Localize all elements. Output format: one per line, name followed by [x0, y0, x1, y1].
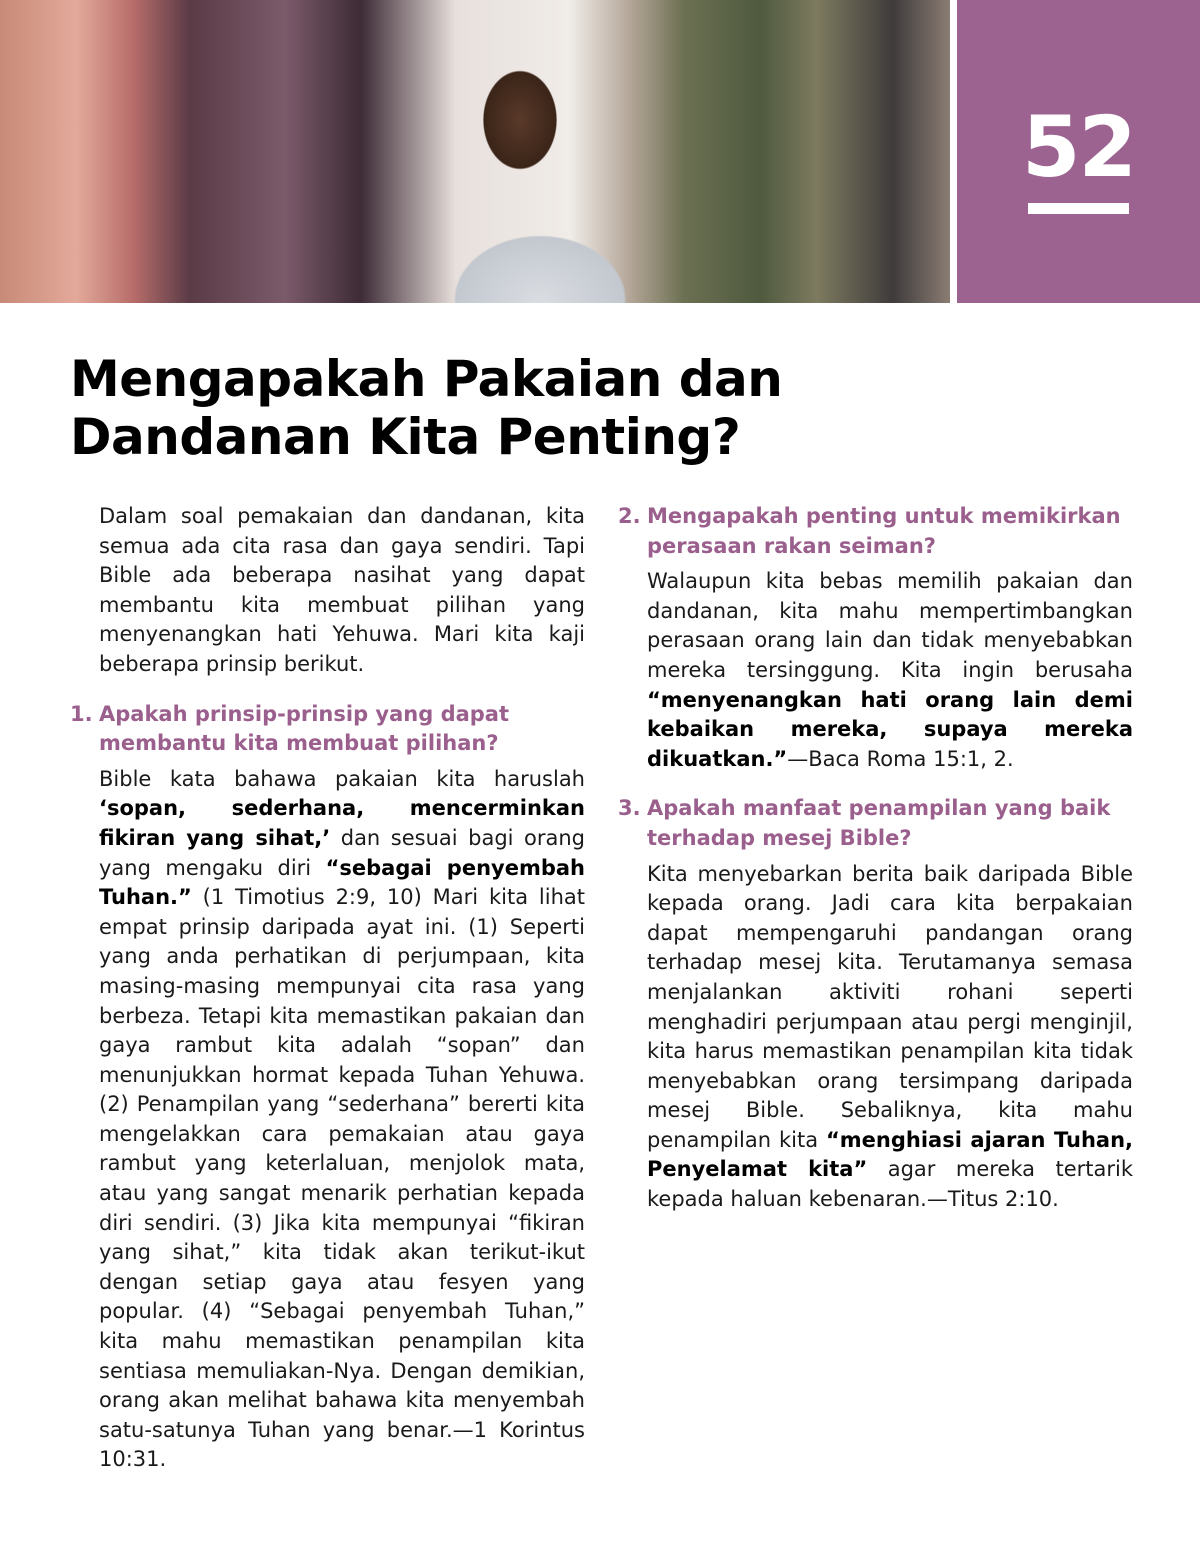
- answer-2-paragraph: [618, 567, 1133, 774]
- text-segment: Bible kata bahawa pakaian kita haruslah: [99, 766, 585, 791]
- lesson-number-underline: [1028, 203, 1129, 214]
- text-segment: Dalam soal pemakaian dan dandanan, kita semua ada cita rasa dan gaya sendiri. Tapi Bible ada beberapa nasihat yang dapat membantu kita membuat pilihan yang menyenangkan hati Yehuwa. Mari kita kaji beberapa prinsip berikut.: [99, 504, 585, 676]
- page-title: Mengapakah Pakaian dan Dandanan Kita Penting?: [70, 350, 783, 466]
- text-segment: Kita menyebarkan berita baik daripada Bible kepada orang. Jadi cara kita berpakaian dapat mempengaruhi pandangan orang terhadap mesej kita. Terutamanya semasa menjalankan aktiviti rohani seperti menghadiri perjumpaan atau pergi menginjil, kita harus memastikan penampilan kita tidak menyebabkan orang tersimpang daripada mesej Bible. Sebaliknya, kita mahu penampilan kita: [647, 861, 1133, 1152]
- column-left: [70, 502, 585, 1475]
- question-text: Apakah prinsip-prinsip yang dapat membantu kita membuat pilihan?: [99, 701, 510, 756]
- header-photo: [0, 0, 950, 303]
- answer-1-paragraph: [70, 765, 585, 1475]
- intro-paragraph: [70, 502, 585, 680]
- column-right: [618, 502, 1133, 1215]
- bold-quote: “sebagai penyembah Tuhan.”: [99, 855, 585, 910]
- bold-quote: ‘sopan, sederhana, mencerminkan fikiran yang sihat,’: [99, 796, 585, 850]
- question-text: Mengapakah penting untuk memikirkan perasaan rakan seiman?: [647, 504, 1121, 558]
- question-number: 1.: [70, 701, 93, 726]
- question-1: [70, 700, 585, 759]
- text-segment: Walaupun kita bebas memilih pakaian dan dandanan, kita mahu mempertimbangkan perasaan orang lain dan tidak menyebabkan mereka tersinggung. Kita ingin berusaha: [647, 569, 1133, 682]
- question-text: Apakah manfaat penampilan yang baik terhadap mesej Bible?: [647, 796, 1111, 850]
- bold-quote: “menghiasi ajaran Tuhan, Penyelamat kita”: [647, 1127, 1133, 1182]
- question-2: [618, 502, 1133, 561]
- text-segment: (1 Timotius 2:9, 10) Mari kita lihat empat prinsip daripada ayat ini. (1) Seperti yang anda perhatikan di perjumpaan, kita masing-masing mempunyai cita rasa yang berbeza. Tetapi kita memastikan pakaian dan gaya rambut kita adalah “sopan” dan menunjukkan hormat kepada Tuhan Yehuwa. (2) Penampilan yang “sederhana” bererti kita mengelakkan cara pemakaian atau gaya rambut yang keterlaluan, menjolok mata, atau yang sangat menarik perhatian kepada diri sendiri. (3) Jika kita mempunyai “fikiran yang sihat,” kita tidak akan terikut-ikut dengan setiap gaya atau fesyen yang popular. (4) “Sebagai penyembah Tuhan,” kita mahu memastikan penampilan kita sentiasa memuliakan-Nya. Dengan demikian, orang akan melihat bahawa kita menyembah satu-satunya Tuhan yang benar.—1 Korintus 10:31.: [99, 885, 585, 1472]
- question-number: 3.: [618, 796, 641, 821]
- answer-3-paragraph: [618, 860, 1133, 1215]
- lesson-number: 52: [1022, 98, 1135, 196]
- lesson-number-box: [957, 0, 1200, 303]
- question-number: 2.: [618, 504, 641, 528]
- text-segment: dan sesuai bagi orang yang mengaku diri: [99, 825, 585, 880]
- text-segment: —Baca Roma 15:1, 2.: [787, 746, 1014, 771]
- question-3: [618, 794, 1133, 853]
- bold-quote: “menyenangkan hati orang lain demi kebaikan mereka, supaya mereka dikuatkan.”: [647, 687, 1133, 771]
- text-segment: agar mereka tertarik kepada haluan kebenaran.—Titus 2:10.: [647, 1157, 1133, 1212]
